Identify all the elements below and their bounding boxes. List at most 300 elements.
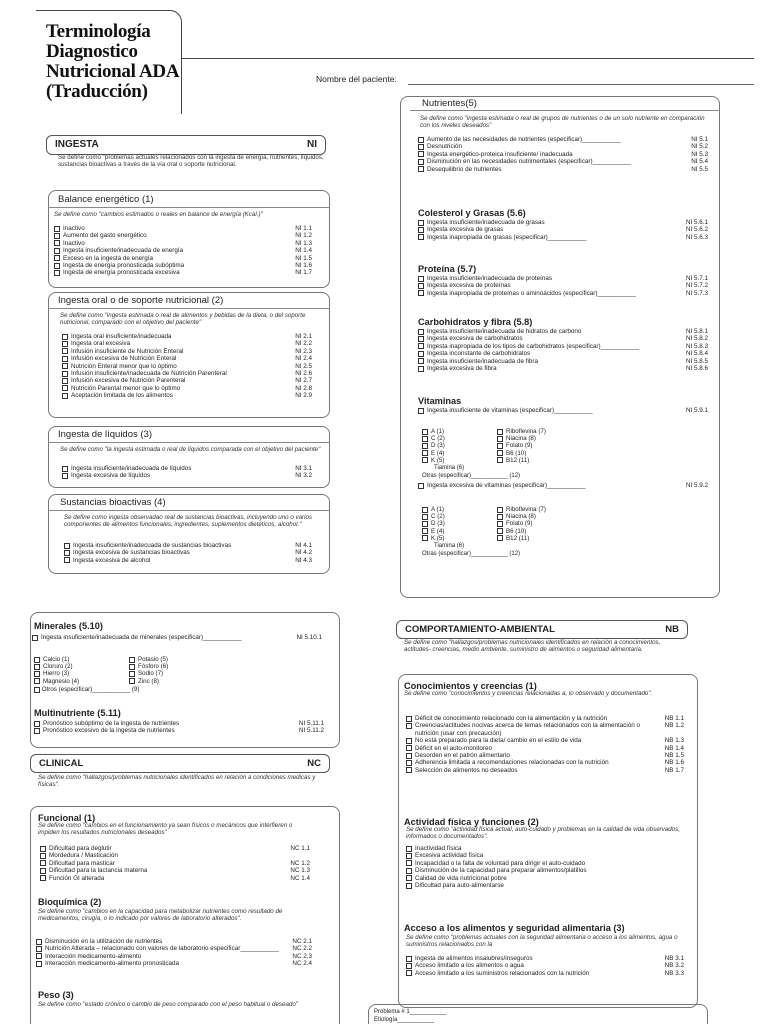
checkbox[interactable] <box>54 226 60 232</box>
grid-option[interactable] <box>422 435 497 442</box>
item-label: Incapacidad o la falta de voluntad para dirigir el auto-cuidado <box>415 859 586 867</box>
option-label: Folato (9) <box>506 442 533 450</box>
problema-line[interactable]: Problema # 1___________ <box>374 1009 447 1015</box>
checkbox[interactable] <box>422 450 428 456</box>
title-rule <box>182 58 754 59</box>
item-code: NI 5.8.3 <box>685 342 708 350</box>
checkbox[interactable] <box>406 716 412 722</box>
clinical-header: CLINICAL NC <box>30 754 330 773</box>
vit-otras-1: Otras (especificar)___________ (12) <box>422 473 521 479</box>
checkbox[interactable] <box>34 664 40 670</box>
checkbox[interactable] <box>418 144 424 150</box>
grid-option[interactable] <box>497 535 587 542</box>
list-item[interactable] <box>418 151 708 158</box>
list-item[interactable] <box>406 722 684 737</box>
grid-option[interactable] <box>497 450 587 457</box>
funcional-title: Funcional (1) <box>38 813 96 823</box>
checkbox[interactable] <box>406 745 412 751</box>
checkbox[interactable] <box>40 846 46 852</box>
item-code: NI 5.11.1 <box>298 720 324 727</box>
checkbox[interactable] <box>422 535 428 541</box>
item-label: Ingesta de alimentos insalubres/inseguros <box>415 955 533 962</box>
list-item[interactable] <box>418 136 708 143</box>
item-code: NC 2.1 <box>292 938 312 945</box>
checkbox[interactable] <box>62 363 68 369</box>
checkbox[interactable] <box>422 429 428 435</box>
grid-option[interactable] <box>497 513 587 520</box>
list-item[interactable] <box>418 335 708 342</box>
list-item[interactable] <box>54 232 312 239</box>
list-item[interactable] <box>418 219 708 226</box>
option-label: E (4) <box>431 527 445 535</box>
checkbox[interactable] <box>418 276 424 282</box>
item-label: Ingesta insuficiente/inadecuada de sustancias bioactivas <box>73 542 232 549</box>
checkbox[interactable] <box>62 356 68 362</box>
list-item[interactable] <box>406 852 684 859</box>
vitaminas-exc-row[interactable]: Ingesta excesiva de vitaminas (especificar)___________ NI 5.9.2 <box>418 482 708 489</box>
item-label: Disminución de la capacidad para preparar alimentos/platillos <box>415 867 587 875</box>
checkbox[interactable] <box>497 436 503 442</box>
checkbox[interactable] <box>62 341 68 347</box>
list-item[interactable] <box>62 377 312 384</box>
checkbox[interactable] <box>36 946 42 952</box>
checkbox[interactable] <box>497 521 503 527</box>
acceso-list <box>406 955 684 977</box>
checkbox[interactable] <box>497 450 503 456</box>
item-label: Aumento de las necesidades de nutrientes (especificar)___________ <box>427 136 621 143</box>
grid-option[interactable] <box>34 663 129 670</box>
item-code: NI 5.6.1 <box>685 219 708 226</box>
list-item[interactable] <box>418 158 708 165</box>
list-item[interactable] <box>64 557 312 564</box>
checkbox[interactable] <box>418 343 424 349</box>
colesterol-title: Colesterol y Grasas (5.6) <box>418 208 526 218</box>
checkbox[interactable] <box>62 334 68 340</box>
balance-definition: Se define como "cambios estimados o reales en balance de energía (Kcal.)" <box>54 211 263 218</box>
item-code: NI 5.11.2 <box>298 727 324 735</box>
option-label: Folato (9) <box>506 520 533 528</box>
checkbox[interactable] <box>418 283 424 289</box>
item-label: Inactividad física <box>415 845 462 852</box>
checkbox[interactable] <box>129 671 135 677</box>
checkbox[interactable] <box>406 753 412 759</box>
list-item[interactable] <box>418 343 708 350</box>
checkbox[interactable] <box>418 329 424 335</box>
item-code: NI 3.2 <box>295 472 312 480</box>
list-item[interactable] <box>406 860 684 867</box>
item-label: Ingesta inapropiada de los tipos de carbohidratos (especificar)___________ <box>427 342 640 350</box>
grid-option[interactable] <box>34 656 129 663</box>
item-code: NI 5.3 <box>691 150 708 158</box>
checkbox[interactable] <box>418 366 424 372</box>
grid-option[interactable] <box>129 678 219 685</box>
grid-option[interactable] <box>129 670 219 677</box>
checkbox[interactable] <box>34 728 40 734</box>
grid-option[interactable] <box>422 457 497 464</box>
checkbox[interactable] <box>418 159 424 165</box>
oral-title: Ingesta oral o de soporte nutricional (2) <box>58 295 224 306</box>
item-code: NC 2.3 <box>292 952 312 960</box>
item-label: Ingesta oral excesiva <box>71 340 131 348</box>
item-label: Exceso en la ingesta de energía <box>63 254 153 262</box>
checkbox[interactable] <box>40 868 46 874</box>
checkbox[interactable] <box>418 358 424 364</box>
list-item[interactable] <box>54 269 312 276</box>
item-code: NI 1.1 <box>295 225 312 232</box>
oral-list <box>62 333 312 400</box>
checkbox[interactable] <box>422 528 428 534</box>
list-item[interactable] <box>40 875 310 882</box>
item-label: Disminución en la utilización de nutrientes <box>45 938 163 945</box>
list-item[interactable] <box>54 225 312 232</box>
list-item[interactable] <box>62 465 312 472</box>
grid-option[interactable] <box>422 513 497 520</box>
checkbox[interactable] <box>406 738 412 744</box>
checkbox[interactable] <box>64 557 70 563</box>
option-label: A (1) <box>431 506 445 513</box>
item-label: Ingesta oral insuficiente/inadecuada <box>71 333 172 340</box>
list-item[interactable] <box>64 549 312 556</box>
grid-option[interactable] <box>129 663 219 670</box>
list-item[interactable] <box>406 882 684 889</box>
checkbox[interactable] <box>422 443 428 449</box>
grid-option[interactable] <box>497 457 587 464</box>
list-item[interactable] <box>406 752 684 759</box>
checkbox[interactable] <box>62 473 68 479</box>
list-item[interactable] <box>34 720 324 727</box>
checkbox[interactable] <box>418 234 424 240</box>
checkbox[interactable] <box>422 507 428 513</box>
liquidos-list <box>62 465 312 480</box>
list-item[interactable] <box>406 745 684 752</box>
item-label: Ingesta excesiva de alcohol <box>73 556 151 564</box>
grid-option[interactable] <box>422 528 497 535</box>
checkbox[interactable] <box>418 151 424 157</box>
item-label: Dificultad para auto-alimentarse <box>415 882 504 890</box>
item-code: NI 5.7.2 <box>685 282 708 290</box>
grid-option[interactable] <box>422 535 497 542</box>
checkbox[interactable] <box>422 514 428 520</box>
checkbox[interactable] <box>406 883 412 889</box>
list-item[interactable] <box>406 715 684 722</box>
item-code: NC 2.4 <box>292 960 312 968</box>
list-item[interactable] <box>418 226 708 233</box>
checkbox[interactable] <box>497 507 503 513</box>
item-label: Inactivo <box>63 225 85 232</box>
list-item[interactable] <box>64 542 312 549</box>
bioquimica-title: Bioquímica (2) <box>38 897 102 907</box>
checkbox[interactable] <box>422 457 428 463</box>
checkbox[interactable] <box>129 678 135 684</box>
list-item[interactable] <box>406 955 684 962</box>
list-item[interactable] <box>40 867 310 874</box>
item-code: NI 5.2 <box>691 143 708 151</box>
list-item[interactable] <box>62 370 312 377</box>
vitaminas-grid-insuf <box>422 428 587 464</box>
grid-option[interactable] <box>422 520 497 527</box>
list-item[interactable] <box>418 234 708 241</box>
grid-option[interactable] <box>497 506 587 513</box>
list-item[interactable] <box>406 767 684 774</box>
checkbox[interactable] <box>34 657 40 663</box>
conocimientos-list <box>406 715 684 774</box>
grid-option[interactable] <box>497 428 587 435</box>
checkbox[interactable] <box>34 678 40 684</box>
list-item[interactable] <box>54 247 312 254</box>
checkbox[interactable] <box>406 860 412 866</box>
etiologia-line[interactable]: Etiología___________ <box>374 1017 435 1023</box>
checkbox[interactable] <box>497 443 503 449</box>
item-label: Ingesta inconstante de carbohidratos <box>427 350 531 358</box>
patient-name-line[interactable] <box>408 84 754 85</box>
checkbox[interactable] <box>62 371 68 377</box>
checkbox[interactable] <box>497 528 503 534</box>
list-item[interactable] <box>62 333 312 340</box>
item-code: NB 1.4 <box>664 744 684 752</box>
item-code: NI 5.6.3 <box>685 233 708 241</box>
list-item[interactable] <box>418 365 708 372</box>
list-item[interactable] <box>34 727 324 734</box>
list-item[interactable] <box>406 875 684 882</box>
list-item[interactable] <box>36 960 312 967</box>
checkbox[interactable] <box>406 963 412 969</box>
checkbox[interactable] <box>54 270 60 276</box>
option-label: B12 (11) <box>506 534 530 542</box>
checkbox[interactable] <box>406 853 412 859</box>
item-label: Selección de alimentos no deseados <box>415 766 518 774</box>
checkbox[interactable] <box>418 408 424 414</box>
list-item[interactable] <box>62 385 312 392</box>
item-label: Desnutrición <box>427 143 462 151</box>
option-label: Riboflevina (7) <box>506 428 546 435</box>
item-code: NI 5.7.1 <box>685 275 708 282</box>
checkbox[interactable] <box>418 483 424 489</box>
checkbox[interactable] <box>406 868 412 874</box>
checkbox[interactable] <box>54 240 60 246</box>
nutrientes-title: Nutrientes(5) <box>422 98 477 109</box>
vitaminas-grid-exc <box>422 506 587 542</box>
list-item[interactable] <box>406 867 684 874</box>
item-code: NI 5.8.6 <box>685 365 708 373</box>
option-label: A (1) <box>431 428 445 435</box>
liquidos-title: Ingesta de líquidos (3) <box>58 429 153 440</box>
ingesta-definition: Se define como "problemas actuales relacionados con la ingesta de energía, nutrientes, líquidos, sustancias bioactivas a través de la vía oral o soporte nutricional. <box>58 154 324 169</box>
grid-option[interactable] <box>497 442 587 449</box>
grid-option[interactable] <box>422 450 497 457</box>
item-label: Ingesta insuficiente/inadecuada de hidratos de carbono <box>427 328 582 335</box>
minerales-otros[interactable]: Otros (especificar)___________ (9) <box>34 686 139 693</box>
grid-option[interactable] <box>497 435 587 442</box>
checkbox[interactable] <box>64 543 70 549</box>
list-item[interactable] <box>406 970 684 977</box>
checkbox[interactable] <box>406 723 412 729</box>
conocimientos-definition: Se define como "conocimientos y creencias relacionadas a, lo observado y documentado". <box>404 690 653 697</box>
checkbox[interactable] <box>62 385 68 391</box>
checkbox[interactable] <box>406 970 412 976</box>
checkbox[interactable] <box>54 233 60 239</box>
list-item[interactable] <box>418 275 708 282</box>
option-label: Potasio (5) <box>138 656 168 663</box>
vitaminas-insuf-row[interactable]: Ingesta insuficiente de vitaminas (especificar)___________ NI 5.9.1 <box>418 407 708 414</box>
list-item[interactable] <box>54 255 312 262</box>
item-label: Ingesta de energía pronosticada excesiva <box>63 269 180 277</box>
checkbox[interactable] <box>406 875 412 881</box>
item-label: Desequilibrio de nutrientes <box>427 165 502 173</box>
option-label: Zinc (8) <box>138 677 159 685</box>
peso-title: Peso (3) <box>38 990 74 1000</box>
list-item[interactable] <box>418 282 708 289</box>
checkbox[interactable] <box>418 290 424 296</box>
list-item[interactable] <box>62 348 312 355</box>
list-item[interactable] <box>418 166 708 173</box>
item-label: Ingesta insuficiente/inadecuada de líquidos <box>71 465 192 472</box>
list-item[interactable] <box>62 472 312 479</box>
checkbox[interactable] <box>54 255 60 261</box>
acceso-title: Acceso a los alimentos y seguridad alimentaria (3) <box>404 923 625 933</box>
list-item[interactable] <box>406 845 684 852</box>
oral-definition: Se define como "ingesta estimada o real de alimentos y bebidas de la dieta, o del soporte nutricional, comparado con el objetivo del paciente" <box>60 312 306 327</box>
list-item[interactable] <box>418 290 708 297</box>
grid-option[interactable] <box>497 528 587 535</box>
proteina-title: Proteína (5.7) <box>418 264 477 274</box>
checkbox[interactable] <box>497 429 503 435</box>
item-code: NC 2.2 <box>292 945 312 953</box>
checkbox[interactable] <box>36 953 42 959</box>
item-label: Aumento del gasto energético <box>63 232 147 240</box>
vit-otras-2: Otras (especificar)___________ (12) <box>422 551 521 557</box>
bioactivas-definition: Se define como ingesta observadao real de sustancias bioactivas, incluyendo uno o varios componentes de alimentos funcionales, ingredientes, suplementos dietéticos, alcohol." <box>64 514 312 529</box>
liquidos-definition: Se define como "la ingesta estimada o real de líquidos comparada con el objetivo del paciente" <box>60 446 321 453</box>
checkbox[interactable] <box>497 457 503 463</box>
option-label: D (3) <box>431 442 445 450</box>
list-item[interactable] <box>54 262 312 269</box>
checkbox[interactable] <box>54 263 60 269</box>
item-label: Déficit de conocimiento relacionado con la alimentación y la nutrición <box>415 715 608 722</box>
vit-tiamina-1: Tiamina (6) <box>434 465 465 471</box>
item-label: Infusión insuficiente/inadecuada de Nutrición Parenteral <box>71 370 227 378</box>
checkbox[interactable] <box>129 664 135 670</box>
grid-option[interactable] <box>422 442 497 449</box>
option-label: Niacina (8) <box>506 435 536 443</box>
grid-option[interactable] <box>34 670 129 677</box>
list-item[interactable] <box>40 845 310 852</box>
checkbox[interactable] <box>62 393 68 399</box>
checkbox[interactable] <box>406 767 412 773</box>
grid-option[interactable] <box>34 678 129 685</box>
minerales-grid <box>34 656 219 685</box>
list-item[interactable] <box>406 962 684 969</box>
item-code: NI 4.1 <box>295 542 312 549</box>
list-item[interactable] <box>36 945 312 952</box>
funcional-list <box>40 845 310 882</box>
actividad-title: Actividad física y funciones (2) <box>404 817 539 827</box>
item-label: Ingesta energético-proteica insuficiente/ inadecuada <box>427 150 573 158</box>
grid-option[interactable] <box>129 656 219 663</box>
item-code: NB 1.5 <box>664 752 684 760</box>
item-label: Aceptación limitada de los alimentos <box>71 392 173 400</box>
checkbox[interactable] <box>62 378 68 384</box>
list-item[interactable] <box>36 953 312 960</box>
item-label: No está preparado para la dieta/ cambio en el estilo de vida <box>415 737 582 745</box>
item-code: NI 5.6.2 <box>685 226 708 234</box>
list-item[interactable] <box>406 737 684 744</box>
item-code: NB 3.3 <box>664 969 684 977</box>
multinutriente-list <box>34 720 324 735</box>
item-label: Interacción medicamento-alimento pronosticada <box>45 960 180 968</box>
list-item[interactable] <box>62 392 312 399</box>
list-item[interactable] <box>40 852 310 859</box>
checkbox[interactable] <box>36 939 42 945</box>
checkbox[interactable] <box>62 466 68 472</box>
checkbox[interactable] <box>422 436 428 442</box>
list-item[interactable] <box>418 143 708 150</box>
list-item[interactable] <box>418 350 708 357</box>
checkbox[interactable] <box>406 846 412 852</box>
checkbox[interactable] <box>418 227 424 233</box>
checkbox[interactable] <box>34 721 40 727</box>
checkbox[interactable] <box>36 961 42 967</box>
option-label: K (5) <box>431 534 445 542</box>
item-code: NC 1.1 <box>290 845 310 852</box>
item-code: NI 5.8.5 <box>685 357 708 365</box>
item-code: NI 2.6 <box>295 370 312 378</box>
checkbox[interactable] <box>40 853 46 859</box>
checkbox[interactable] <box>34 671 40 677</box>
item-label: Ingesta excesiva de carbohidratos <box>427 335 523 343</box>
checkbox[interactable] <box>64 550 70 556</box>
checkbox[interactable] <box>129 657 135 663</box>
grid-option[interactable] <box>497 520 587 527</box>
item-label: Ingesta insuficiente/inadecuada de energía <box>63 247 184 255</box>
list-item[interactable] <box>418 328 708 335</box>
list-item[interactable] <box>406 759 684 766</box>
checkbox[interactable] <box>418 137 424 143</box>
minerales-insuf-row[interactable]: Ingesta insuficiente/inadecuada de minerales (especificar)___________ NI 5.10.1 <box>32 634 322 641</box>
minerales-title: Minerales (5.10) <box>34 621 103 631</box>
checkbox[interactable] <box>418 336 424 342</box>
checkbox[interactable] <box>62 348 68 354</box>
checkbox[interactable] <box>497 535 503 541</box>
list-item[interactable] <box>36 938 312 945</box>
list-item[interactable] <box>62 355 312 362</box>
list-item[interactable] <box>54 240 312 247</box>
checkbox[interactable] <box>40 860 46 866</box>
grid-option[interactable] <box>422 428 497 435</box>
checkbox[interactable] <box>418 166 424 172</box>
checkbox[interactable] <box>406 956 412 962</box>
checkbox[interactable] <box>406 760 412 766</box>
checkbox[interactable] <box>497 514 503 520</box>
checkbox[interactable] <box>418 351 424 357</box>
checkbox[interactable] <box>418 220 424 226</box>
checkbox[interactable] <box>40 875 46 881</box>
list-item[interactable] <box>62 363 312 370</box>
list-item[interactable] <box>418 358 708 365</box>
item-label: Déficit en el auto-monitoreo <box>415 744 493 752</box>
list-item[interactable] <box>40 860 310 867</box>
grid-option[interactable] <box>422 506 497 513</box>
item-label: Excesiva actividad física <box>415 852 484 860</box>
option-label: Niacina (8) <box>506 513 536 521</box>
carbohidratos-title: Carbohidratos y fibra (5.8) <box>418 317 533 327</box>
option-label: Hierro (3) <box>43 670 70 678</box>
item-code: NB 1.3 <box>664 737 684 745</box>
checkbox[interactable] <box>422 521 428 527</box>
checkbox[interactable] <box>32 635 38 641</box>
list-item[interactable] <box>62 340 312 347</box>
checkbox[interactable] <box>54 248 60 254</box>
multinutriente-title: Multinutriente (5.11) <box>34 708 121 718</box>
